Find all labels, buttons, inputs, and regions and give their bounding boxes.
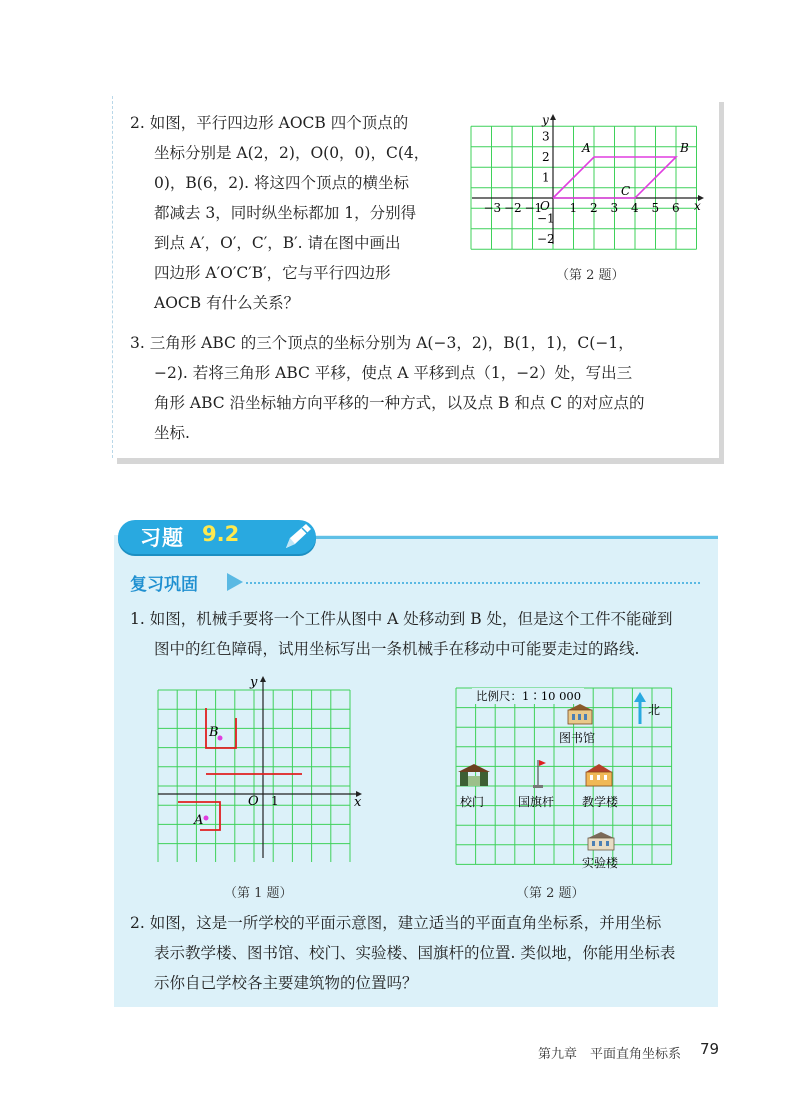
- y-tick-label: 2: [542, 150, 550, 164]
- vertex-label-a: A: [582, 141, 591, 155]
- q3-line-2: −2). 若将三角形 ABC 平移，使点 A 平移到点（1，−2）处，写出三: [154, 364, 633, 382]
- chapter-footer: 第九章 平面直角坐标系: [538, 1047, 682, 1062]
- eq2-line-2: 表示教学楼、图书馆、校门、实验楼、国旗杆的位置. 类似地，你能用坐标表: [154, 944, 676, 962]
- teaching-building-label: 教学楼: [582, 795, 619, 809]
- eq2-line-3: 示你自己学校各主要建筑物的位置吗？: [154, 974, 418, 992]
- lab-building-label: 实验楼: [582, 856, 619, 870]
- fig1-grid: [158, 690, 350, 862]
- q2-line-6: 四边形 A′O′C′B′，它与平行四边形: [154, 264, 391, 282]
- play-arrow-icon: [225, 572, 245, 592]
- point-a-marker: [204, 816, 209, 821]
- robot-arm-figure: [156, 672, 368, 862]
- school-gate-icon: [458, 764, 490, 786]
- eq1-line-2: 图中的红色障碍，试用坐标写出一条机械手在移动中可能要走过的路线.: [154, 640, 640, 658]
- graph-axes: [472, 114, 704, 244]
- pencil-icon: [280, 522, 314, 552]
- gate-label: 校门: [460, 795, 485, 809]
- library-building-icon: [568, 704, 592, 724]
- q3-line-3: 角形 ABC 沿坐标轴方向平移的一种方式，以及点 B 和点 C 的对应点的: [154, 394, 645, 412]
- y-tick-label: −2: [537, 232, 555, 246]
- q2-line-1: 2. 如图，平行四边形 AOCB 四个顶点的: [130, 114, 409, 132]
- exercise-title: 习题: [140, 526, 184, 550]
- fig1-tick-label: 1: [271, 794, 279, 808]
- x-tick-label: 3: [610, 201, 619, 215]
- flagpole-icon: [533, 760, 546, 788]
- exercise-question-2: [130, 908, 675, 998]
- y-tick-label: 3: [542, 129, 550, 144]
- map-scale: 比例尺：1∶10 000: [476, 689, 582, 703]
- figure-caption-q2: （第 2 题）: [556, 268, 625, 283]
- fig1-x-label: x: [354, 795, 362, 810]
- lab-building-icon: [588, 832, 614, 850]
- flagpole-label: 国旗杆: [518, 795, 555, 809]
- school-map-figure: [454, 684, 680, 874]
- teaching-building-icon: [586, 764, 612, 786]
- x-tick-label: 4: [631, 201, 639, 215]
- point-a-label: A: [194, 813, 204, 828]
- x-tick-label: 6: [672, 201, 680, 215]
- library-label: 图书馆: [559, 731, 596, 745]
- x-tick-label: −1: [524, 201, 543, 215]
- point-b-label: B: [209, 725, 219, 740]
- y-tick-label: −1: [537, 211, 555, 226]
- question-2: [130, 108, 429, 318]
- section-heading-review: 复习巩固: [130, 575, 198, 595]
- x-tick-label: −3: [483, 201, 502, 215]
- page-number: 79: [700, 1040, 720, 1058]
- origin-label: O: [540, 199, 550, 213]
- q2-line-3: 0)，B(6，2). 将这四个顶点的横坐标: [154, 174, 409, 192]
- figure-caption-2: （第 2 题）: [516, 886, 585, 901]
- question-3: [130, 328, 645, 448]
- exercise-number: 9.2: [202, 522, 240, 546]
- q2-line-7: AOCB 有什么关系？: [154, 294, 300, 312]
- vertex-label-c: C: [621, 184, 631, 198]
- q2-line-4: 都减去 3，同时纵坐标都加 1，分别得: [154, 204, 417, 222]
- fig1-y-label: y: [250, 675, 258, 690]
- exercise-question-1: [130, 604, 673, 664]
- x-tick-label: 5: [651, 201, 660, 215]
- x-tick-label: 1: [569, 201, 578, 215]
- y-axis-label: y: [542, 113, 549, 127]
- vertex-label-b: B: [680, 141, 689, 155]
- x-tick-label: 2: [590, 201, 598, 215]
- dotted-divider: [246, 582, 700, 584]
- north-label: 北: [648, 703, 661, 717]
- q2-line-5: 到点 A′，O′，C′，B′. 请在图中画出: [154, 234, 401, 252]
- x-axis-label: x: [694, 199, 701, 213]
- eq2-line-1: 2. 如图，这是一所学校的平面示意图，建立适当的平面直角坐标系，并用坐标: [130, 914, 662, 932]
- eq1-line-1: 1. 如图，机械手要将一个工件从图中 A 处移动到 B 处，但是这个工件不能碰到: [130, 610, 673, 628]
- q3-line-1: 3. 三角形 ABC 的三个顶点的坐标分别为 A(−3，2)，B(1，1)，C(−1，: [130, 334, 634, 352]
- q3-line-4: 坐标.: [154, 424, 190, 442]
- y-tick-label: 1: [542, 170, 550, 185]
- coordinate-graph-q2: [470, 112, 710, 252]
- x-tick-label: −2: [504, 201, 522, 215]
- q2-line-2: 坐标分别是 A(2，2)，O(0，0)，C(4，: [154, 144, 430, 162]
- fig1-origin-label: O: [248, 794, 259, 809]
- figure-caption-1: （第 1 题）: [224, 886, 293, 901]
